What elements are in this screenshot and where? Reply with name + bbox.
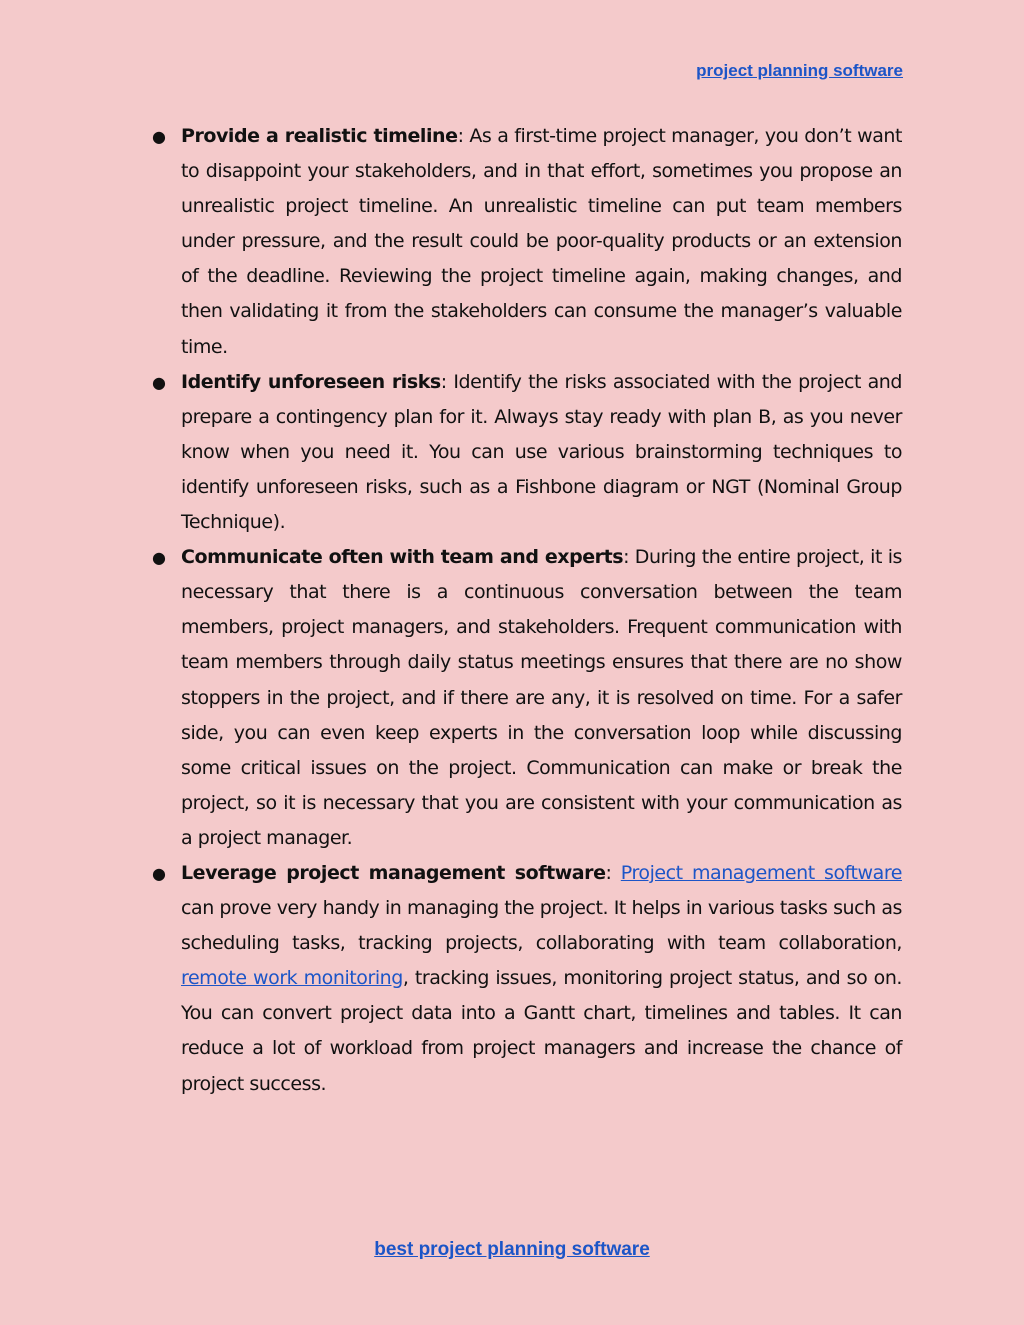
item-text: : During the entire project, it is necessary that there is a continuous conversation between the team members, project managers, and stakeholders. Frequent communication with team members through daily status meetings ensures that there are no show stoppers in the project, and if there are any, it is resolved on time. For a safer side, you can even keep experts in the conversation loop while discussing some critical issues on the project. Communication can make or break the project, so it is necessary that you are consistent with your communication as a project manager.	[181, 546, 902, 849]
remote-work-monitoring-link[interactable]: remote work monitoring	[181, 967, 403, 990]
bullet-list	[152, 119, 903, 1102]
list-item	[152, 119, 902, 365]
list-item	[152, 540, 902, 856]
footer-link[interactable]: best project planning software	[374, 1239, 650, 1260]
bullet-icon: ●	[152, 127, 166, 146]
project-management-software-link[interactable]: Project management software	[620, 861, 902, 884]
item-term: Communicate often with team and experts	[181, 546, 624, 569]
list-item	[152, 856, 903, 1102]
item-term: Leverage project management software	[181, 861, 606, 884]
item-text: : As a first-time project manager, you don’t want to disappoint your stakeholders, and in that effort, sometimes you propose an unrealistic project timeline. An unrealistic timeline can put team members under pressure, and the result could be poor-quality products or an extension of the deadline. Reviewing the project timeline again, making changes, and then validating it from the stakeholders can consume the manager’s valuable time.	[181, 125, 902, 358]
list-item	[152, 365, 902, 540]
item-term: Identify unforeseen risks	[181, 370, 441, 393]
bullet-icon: ●	[152, 548, 166, 568]
item-separator: :	[605, 861, 621, 884]
item-text: : Identify the risks associated with the project and prepare a contingency plan for it. Always stay ready with plan B, as you never know when you need it. You can use various brainstorming techniques to identify unforeseen risks, such as a Fishbone diagram or NGT (Nominal Group Technique).	[181, 370, 902, 534]
bullet-icon: ●	[152, 863, 166, 883]
header-link[interactable]: project planning software	[696, 61, 903, 80]
footer	[0, 1239, 1024, 1261]
bullet-icon: ●	[152, 372, 166, 392]
item-text: can prove very handy in managing the project. It helps in various tasks such as scheduling tasks, tracking projects, collaborating with team collaboration,	[181, 897, 902, 955]
item-term: Provide a realistic timeline	[181, 125, 458, 147]
item-text: , tracking issues, monitoring project status, and so on. You can convert project data into a Gantt chart, timelines and tables. It can reduce a lot of workload from project managers and increase the chance of project success.	[181, 967, 903, 1095]
